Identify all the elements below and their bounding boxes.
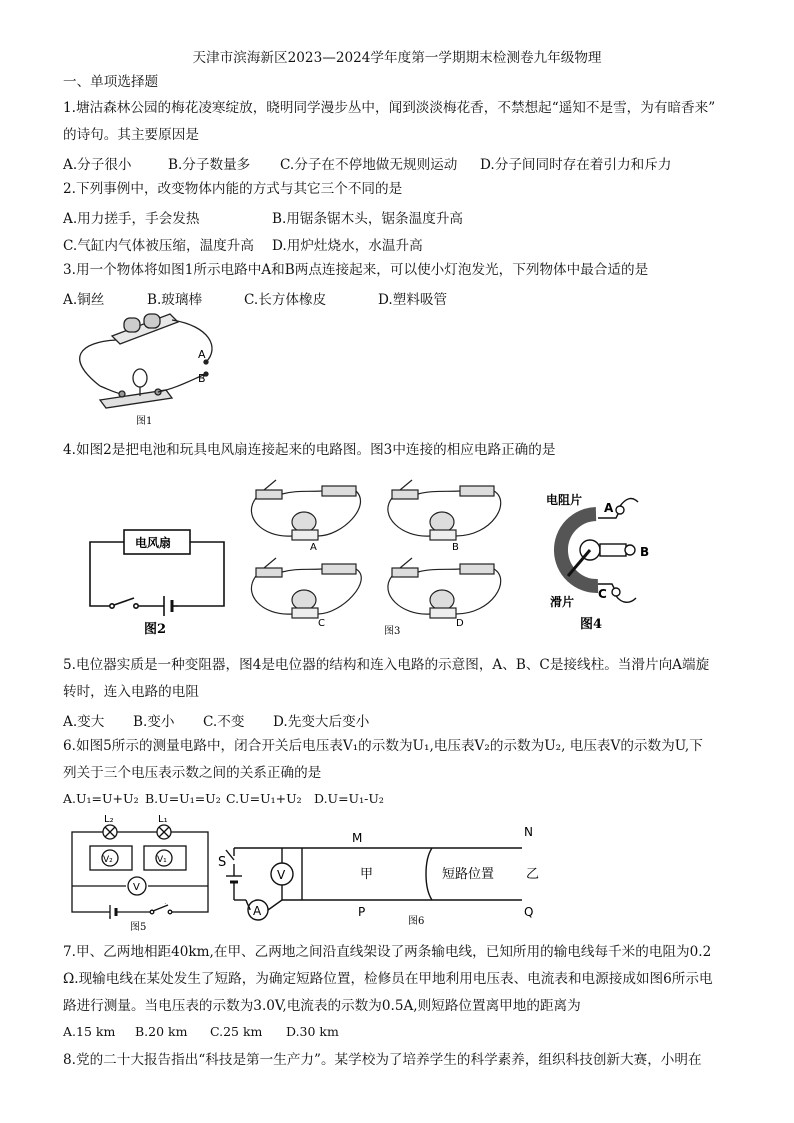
fig4-slider-label: 滑片 [550, 595, 575, 609]
fig6-v: V [277, 868, 286, 882]
q3-option-b: B.玻璃棒 [147, 292, 203, 308]
q1-option-c: C.分子在不停地做无规则运动 [280, 157, 458, 173]
q7-option-a: A.15 km [63, 1024, 116, 1039]
fig6-q: Q [524, 905, 534, 919]
q7-option-b: B.20 km [135, 1024, 188, 1039]
section-heading: 一、单项选择题 [63, 74, 159, 90]
fig1-point-a: A [198, 348, 206, 361]
fig5-l1: L₁ [158, 814, 168, 825]
fig1-label: 图1 [136, 416, 153, 427]
fig6-jia: 甲 [360, 867, 374, 882]
fig4-resistor-label: 电阻片 [546, 493, 583, 507]
fig3-label: 图3 [384, 626, 401, 637]
fig4-terminal-a: A [604, 501, 614, 515]
q2-stem: 2.下列事例中，改变物体内能的方式与其它三个不同的是 [63, 181, 403, 197]
figure-4-potentiometer [538, 488, 658, 638]
fig3-label-a: A [310, 542, 317, 553]
fig4-terminal-c: C [598, 587, 607, 601]
q6-option-c: C.U=U₁+U₂ [226, 791, 302, 806]
fig6-yi: 乙 [526, 867, 540, 882]
q1-option-d: D.分子间同时存在着引力和斥力 [480, 157, 672, 173]
fig4-label: 图4 [580, 617, 603, 632]
q3-option-c: C.长方体橡皮 [244, 292, 327, 308]
fig6-short-position: 短路位置 [442, 867, 495, 882]
q1-option-a: A.分子很小 [63, 157, 132, 173]
q2-option-c: C.气缸内气体被压缩，温度升高 [63, 238, 254, 254]
q7-option-c: C.25 km [210, 1024, 263, 1039]
fig2-label: 图2 [144, 622, 167, 637]
q5-option-a: A.变大 [63, 714, 105, 730]
q3-option-a: A.铜丝 [63, 292, 105, 308]
page-title: 天津市滨海新区2023—2024学年度第一学期期末检测卷九年级物理 [192, 50, 602, 66]
q6-option-d: D.U=U₁-U₂ [314, 791, 384, 806]
q6-option-a: A.U₁=U+U₂ [63, 791, 139, 806]
q7-stem-line1: 7.甲、乙两地相距40km,在甲、乙两地之间沿直线架设了两条输电线，已知所用的输电线每千米的电阻为0.2 [63, 944, 712, 960]
q2-option-b: B.用锯条锯木头，锯条温度升高 [272, 211, 464, 227]
q5-option-b: B.变小 [133, 714, 175, 730]
fig1-point-b: B [198, 372, 206, 385]
q2-option-d: D.用炉灶烧水，水温升高 [272, 238, 423, 254]
fig2-box-label: 电风扇 [135, 536, 172, 550]
figure-6-circuit [212, 820, 552, 932]
fig3-label-b: B [452, 542, 459, 553]
fig5-v1: V₁ [157, 855, 167, 865]
fig5-label: 图5 [130, 922, 147, 933]
fig6-p: P [358, 905, 366, 919]
q8-stem-line1: 8.党的二十大报告指出“科技是第一生产力”。某学校为了培养学生的科学素养，组织科技创新大赛，小明在 [63, 1052, 702, 1068]
fig5-v: V [133, 882, 140, 893]
figure-3-circuits [242, 476, 518, 642]
q5-stem-line2: 转时，连入电路的电阻 [63, 684, 199, 700]
q1-option-b: B.分子数量多 [168, 157, 251, 173]
fig5-v2: V₂ [103, 855, 113, 865]
figure-1-circuit [60, 308, 240, 428]
q4-stem: 4.如图2是把电池和玩具电风扇连接起来的电路图。图3中连接的相应电路正确的是 [63, 442, 556, 458]
fig6-label: 图6 [408, 916, 425, 927]
q5-option-c: C.不变 [203, 714, 245, 730]
figure-2-circuit [82, 520, 232, 640]
fig6-m: M [352, 831, 363, 845]
figure-5-circuit [64, 810, 214, 934]
fig4-terminal-b: B [640, 545, 650, 559]
q7-option-d: D.30 km [286, 1024, 339, 1039]
q3-option-d: D.塑料吸管 [378, 292, 448, 308]
q5-stem-line1: 5.电位器实质是一种变阻器，图4是电位器的结构和连入电路的示意图，A、B、C是接线柱。当滑片向A端旋 [63, 657, 710, 673]
q7-stem-line3: 路进行测量。当电压表的示数为3.0V,电流表的示数为0.5A,则短路位置离甲地的距离为 [63, 998, 581, 1014]
q2-option-a: A.用力搓手，手会发热 [63, 211, 200, 227]
q6-stem-line2: 列关于三个电压表示数之间的关系正确的是 [63, 765, 322, 781]
fig5-l2: L₂ [104, 814, 114, 825]
q7-stem-line2: Ω.现输电线在某处发生了短路，为确定短路位置，检修员在甲地利用电压表、电流表和电源接成如图6所示电 [63, 971, 713, 987]
q1-stem-line1: 1.塘沽森林公园的梅花凌寒绽放，晓明同学漫步丛中，闻到淡淡梅花香，不禁想起“遥知不是雪，为有暗香来” [63, 100, 716, 116]
fig6-s: S [218, 855, 227, 870]
fig3-label-d: D [456, 618, 464, 629]
q6-stem-line1: 6.如图5所示的测量电路中，闭合开关后电压表V₁的示数为U₁,电压表V₂的示数为U₂, 电压表V的示数为U,下 [63, 738, 703, 754]
q6-option-b: B.U=U₁=U₂ [145, 791, 221, 806]
fig6-a: A [253, 904, 262, 918]
fig3-label-c: C [318, 618, 325, 629]
q3-stem: 3.用一个物体将如图1所示电路中A和B两点连接起来，可以使小灯泡发光，下列物体中最合适的是 [63, 262, 649, 278]
fig6-n: N [524, 825, 533, 839]
q1-stem-line2: 的诗句。其主要原因是 [63, 127, 199, 143]
q5-option-d: D.先变大后变小 [273, 714, 370, 730]
